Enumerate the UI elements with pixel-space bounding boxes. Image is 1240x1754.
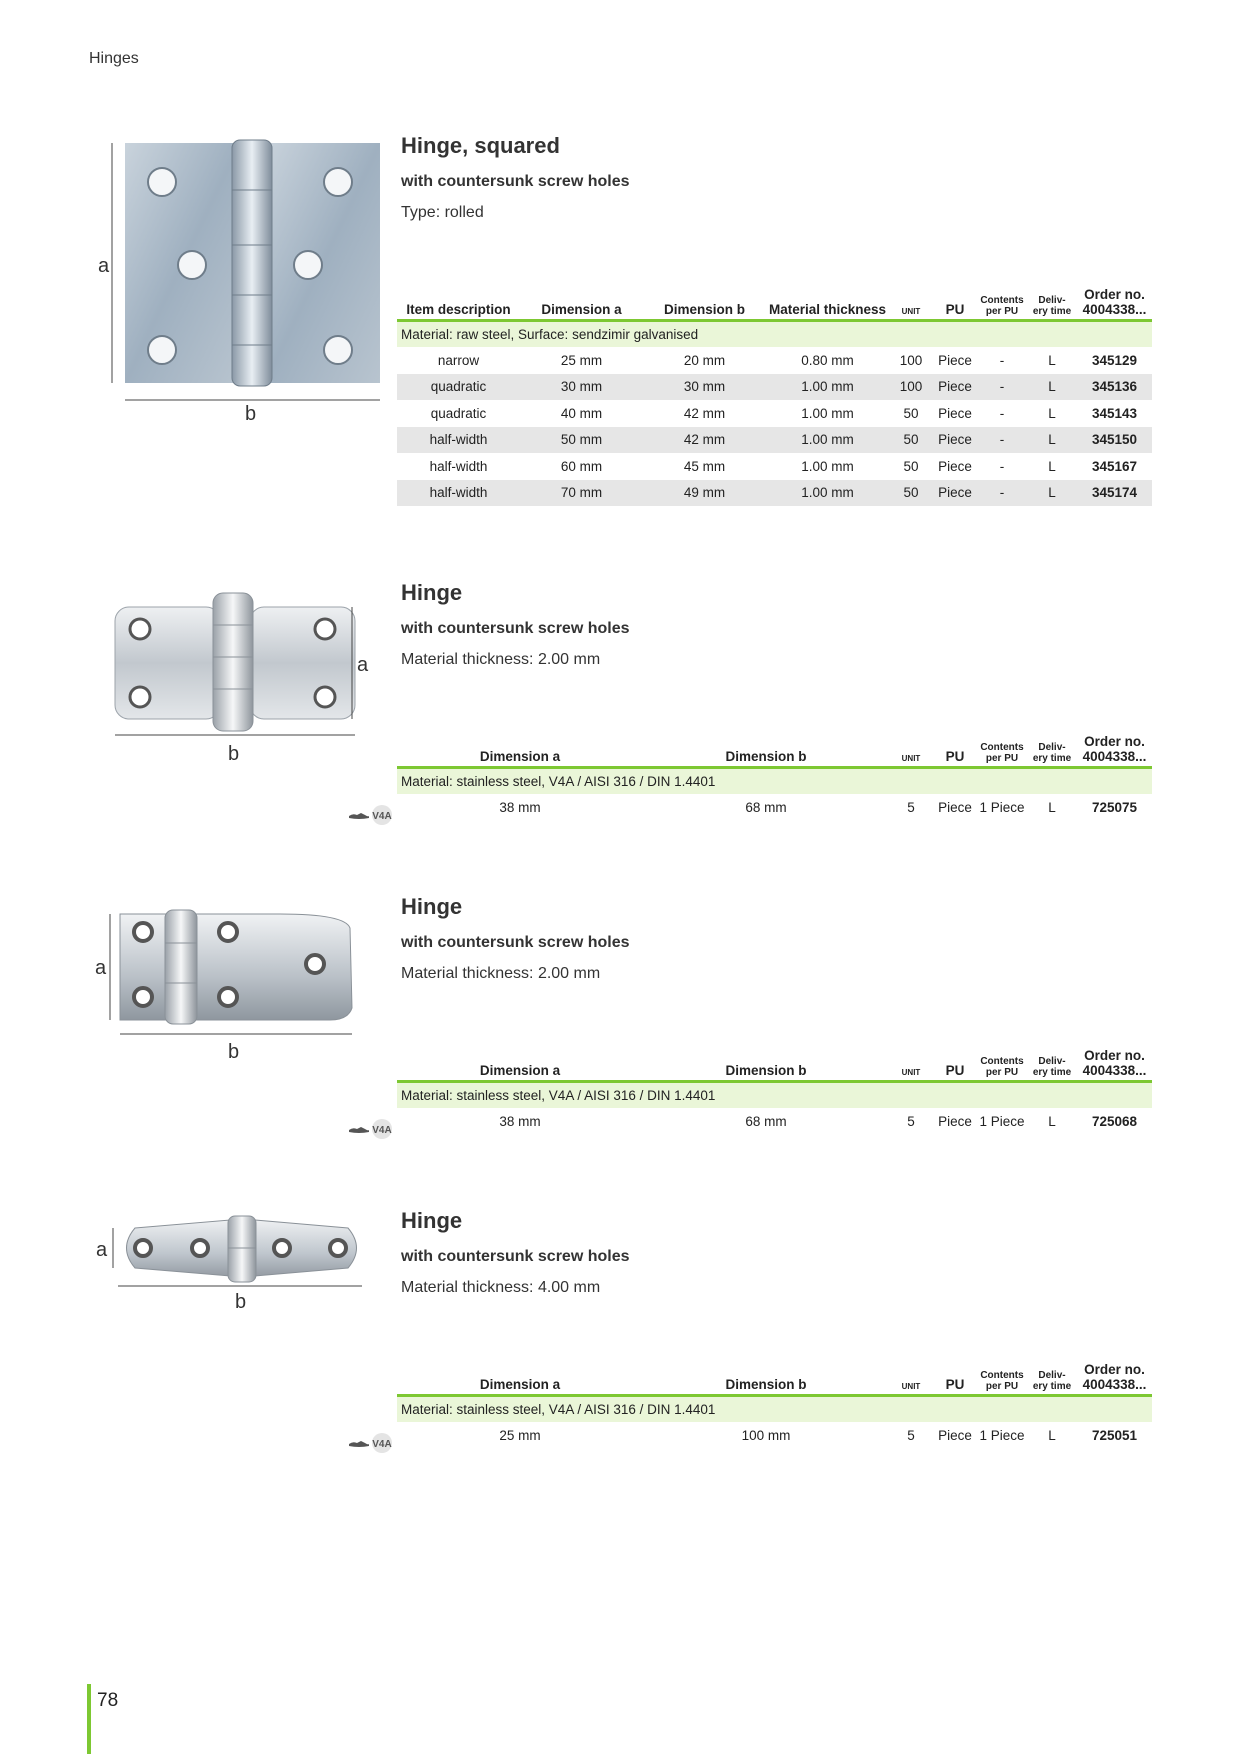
section-subtitle: with countersunk screw holes xyxy=(401,1248,630,1265)
v4a-badge xyxy=(347,804,395,826)
col-unit: UNIT xyxy=(889,1362,933,1396)
hinge-4-figure xyxy=(80,1208,380,1318)
material-row: Material: stainless steel, V4A / AISI 316 / DIN 1.4401 xyxy=(397,768,1152,795)
section-title: Hinge xyxy=(401,1208,463,1233)
material-row: Material: raw steel, Surface: sendzimir galvanised xyxy=(397,321,1152,348)
page-number-bar xyxy=(87,1684,91,1754)
dim-label-a: a xyxy=(357,654,369,676)
col-delivery: Deliv- ery time xyxy=(1027,287,1077,321)
table-row: narrow 25 mm 20 mm 0.80 mm 100 Piece - L 345129 xyxy=(437,352,1138,368)
col-pu: PU xyxy=(933,1048,977,1082)
col-contents: Contents per PU xyxy=(977,287,1027,321)
hinge-2-figure xyxy=(80,585,380,770)
col-dim-a: Dimension a xyxy=(397,1048,643,1082)
table-row: half-width 70 mm 49 mm 1.00 mm 50 Piece - L 345174 xyxy=(397,480,1152,507)
col-dim-a: Dimension a xyxy=(397,734,643,768)
col-dim-b: Dimension b xyxy=(643,734,889,768)
dim-label-b: b xyxy=(245,403,257,420)
page-header: Hinges xyxy=(89,50,139,67)
table-row: 38 mm 68 mm 5 Piece 1 Piece L 725075 xyxy=(499,799,1138,815)
col-delivery: Deliv- ery time xyxy=(1027,1048,1077,1082)
svg-text:V4A: V4A xyxy=(372,1439,392,1450)
table-row: quadratic 30 mm 30 mm 1.00 mm 100 Piece - L 345136 xyxy=(397,374,1152,401)
section-subtitle: with countersunk screw holes xyxy=(401,620,630,637)
col-contents: Contents per PU xyxy=(977,1362,1027,1396)
table-row: quadratic 40 mm 42 mm 1.00 mm 50 Piece - L 345143 xyxy=(430,405,1138,421)
table-row: half-width 50 mm 42 mm 1.00 mm 50 Piece - L 345150 xyxy=(397,427,1152,454)
section-title: Hinge xyxy=(401,580,463,605)
section-description: Type: rolled xyxy=(401,204,484,221)
table-row: half-width 60 mm 45 mm 1.00 mm 50 Piece - L 345167 xyxy=(429,458,1138,474)
dim-label-b: b xyxy=(228,743,240,765)
col-order-no: Order no. 4004338... xyxy=(1077,1048,1152,1082)
col-order-no: Order no. 4004338... xyxy=(1077,287,1152,321)
col-pu: PU xyxy=(933,287,977,321)
dim-label-a: a xyxy=(98,255,110,277)
dim-label-a: a xyxy=(95,957,107,979)
col-unit: UNIT xyxy=(889,1048,933,1082)
col-dim-a: Dimension a xyxy=(397,1362,643,1396)
dim-label-a: a xyxy=(96,1239,108,1261)
col-dim-b: Dimension b xyxy=(643,1048,889,1082)
section-title: Hinge, squared xyxy=(401,133,560,158)
col-dim-a: Dimension a xyxy=(520,287,643,321)
v4a-badge xyxy=(347,1118,395,1140)
col-item: Item description xyxy=(397,287,520,321)
section-description: Material thickness: 2.00 mm xyxy=(401,965,601,982)
col-unit: UNIT xyxy=(889,287,933,321)
col-thickness: Material thickness xyxy=(766,287,889,321)
svg-text:V4A: V4A xyxy=(372,1125,392,1136)
section-description: Material thickness: 2.00 mm xyxy=(401,651,601,668)
col-dim-b: Dimension b xyxy=(643,287,766,321)
section-description: Material thickness: 4.00 mm xyxy=(401,1279,601,1296)
spec-table xyxy=(397,287,1152,506)
col-dim-b: Dimension b xyxy=(643,1362,889,1396)
hinge-squared-figure xyxy=(80,130,380,420)
hinge-3-figure xyxy=(80,898,380,1068)
col-pu: PU xyxy=(933,734,977,768)
col-order-no: Order no. 4004338... xyxy=(1077,734,1152,768)
section-subtitle: with countersunk screw holes xyxy=(401,173,630,190)
svg-text:V4A: V4A xyxy=(372,811,392,822)
section-title: Hinge xyxy=(401,894,463,919)
section-subtitle: with countersunk screw holes xyxy=(401,934,630,951)
col-delivery: Deliv- ery time xyxy=(1027,734,1077,768)
spec-table xyxy=(397,1362,1152,1449)
col-contents: Contents per PU xyxy=(977,1048,1027,1082)
spec-table xyxy=(397,734,1152,821)
col-delivery: Deliv- ery time xyxy=(1027,1362,1077,1396)
dim-label-b: b xyxy=(228,1041,240,1063)
col-order-no: Order no. 4004338... xyxy=(1077,1362,1152,1396)
v4a-badge xyxy=(347,1432,395,1454)
col-pu: PU xyxy=(933,1362,977,1396)
col-contents: Contents per PU xyxy=(977,734,1027,768)
col-unit: UNIT xyxy=(889,734,933,768)
material-row: Material: stainless steel, V4A / AISI 316 / DIN 1.4401 xyxy=(397,1082,1152,1109)
table-row: 25 mm 100 mm 5 Piece 1 Piece L 725051 xyxy=(499,1427,1138,1443)
spec-table xyxy=(397,1048,1152,1135)
material-row: Material: stainless steel, V4A / AISI 316 / DIN 1.4401 xyxy=(397,1396,1152,1423)
table-row: 38 mm 68 mm 5 Piece 1 Piece L 725068 xyxy=(499,1113,1138,1129)
page-number: 78 xyxy=(97,1690,119,1711)
dim-label-b: b xyxy=(235,1291,247,1313)
